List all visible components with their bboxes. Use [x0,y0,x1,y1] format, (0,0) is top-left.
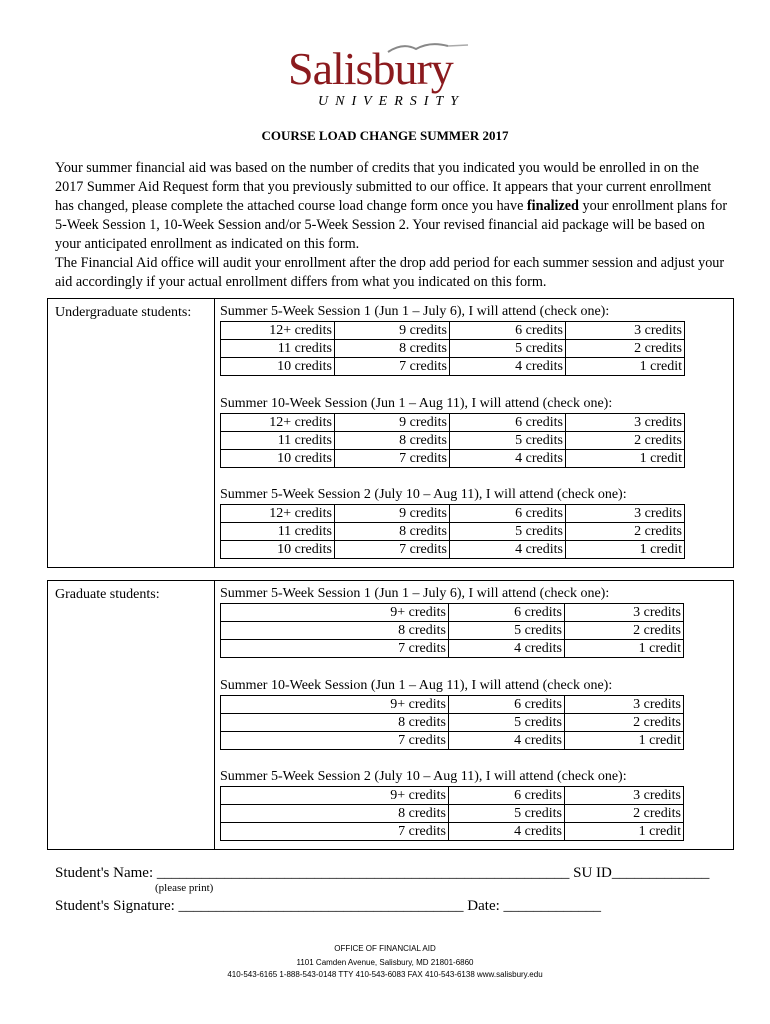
logo-wordmark: Salisbury [288,43,453,94]
section-divider [214,581,215,849]
credit-option[interactable]: 6 credits [450,414,566,432]
student-signature-field[interactable]: Student's Signature: ______________________________________ Date: _____________ [55,898,602,914]
credit-option[interactable]: 6 credits [449,787,565,805]
credit-option[interactable]: 10 credits [221,450,335,468]
table-row [221,322,685,340]
credit-option[interactable]: 9 credits [335,322,450,340]
credit-option[interactable]: 7 credits [335,541,450,559]
credit-option[interactable]: 1 credit [565,823,684,841]
table-row [221,732,684,750]
session-title: Summer 10-Week Session (Jun 1 – Aug 11), I will attend (check one): [220,678,613,693]
grad-session-3 [220,768,690,841]
credit-option[interactable]: 4 credits [449,823,565,841]
credit-option[interactable]: 5 credits [450,340,566,358]
undergraduate-section [47,298,734,568]
credit-option[interactable]: 5 credits [450,432,566,450]
credit-option[interactable]: 11 credits [221,523,335,541]
undergrad-session-3 [220,486,690,559]
credit-option[interactable]: 3 credits [565,787,684,805]
credit-option[interactable]: 3 credits [566,414,685,432]
credit-option[interactable]: 8 credits [335,432,450,450]
credit-option[interactable]: 8 credits [335,340,450,358]
table-row [221,505,685,523]
credit-option[interactable]: 5 credits [449,622,565,640]
credit-options-table [220,603,684,658]
credit-option[interactable]: 9 credits [335,414,450,432]
credit-option[interactable]: 7 credits [335,450,450,468]
credit-option[interactable]: 3 credits [566,322,685,340]
graduate-label: Graduate students: [55,587,160,602]
credit-option[interactable]: 4 credits [449,732,565,750]
session-title: Summer 5-Week Session 1 (Jun 1 – July 6), I will attend (check one): [220,304,610,319]
credit-option[interactable]: 3 credits [565,696,684,714]
credit-option[interactable]: 2 credits [565,714,684,732]
undergraduate-label: Undergraduate students: [55,305,192,320]
footer-address: 1101 Camden Avenue, Salisbury, MD 21801-6860 [296,958,474,967]
credit-option[interactable]: 1 credit [566,450,685,468]
credit-option[interactable]: 10 credits [221,541,335,559]
table-row [221,450,685,468]
credit-option[interactable]: 5 credits [449,805,565,823]
credit-option[interactable]: 6 credits [450,505,566,523]
table-row [221,696,684,714]
table-row [221,340,685,358]
credit-option[interactable]: 8 credits [221,622,449,640]
logo-subtitle: UNIVERSITY [318,94,465,109]
undergrad-session-1 [220,303,690,376]
finalized-emphasis: finalized [526,198,579,214]
credit-option[interactable]: 2 credits [565,622,684,640]
credit-option[interactable]: 1 credit [566,541,685,559]
credit-option[interactable]: 6 credits [449,696,565,714]
credit-option[interactable]: 12+ credits [221,505,335,523]
table-row [221,541,685,559]
please-print-note: (please print) [155,882,214,894]
table-row [221,414,685,432]
credit-option[interactable]: 2 credits [566,523,685,541]
table-row [221,640,684,658]
intro-paragraph-2: The Financial Aid office will audit your enrollment after the drop add period for each summer session and adjust your aid accordingly if your actual enrollment differs from what you indicated on this form. [55,255,725,290]
table-row [221,823,684,841]
credit-option[interactable]: 4 credits [450,541,566,559]
credit-option[interactable]: 9+ credits [221,696,449,714]
credit-option[interactable]: 11 credits [221,340,335,358]
section-divider [214,299,215,567]
intro-paragraph-1: Your summer financial aid was based on the number of credits that you indicated you would be enrolled in on the 2017 Summer Aid Request form that you previously submitted to our office. It appears that your current enrollment has changed, please complete the attached course load change form once you have finalized your enrollment plans for 5-Week Session 1, 10-Week Session and/or 5-Week Session 2. Your revised financial aid package will be based on your anticipated enrollment as indicated on this form. [55,160,728,252]
undergrad-session-2 [220,395,690,468]
table-row [221,358,685,376]
intro-text [55,159,730,292]
credit-option[interactable]: 8 credits [221,805,449,823]
grad-session-2 [220,677,690,750]
credit-option[interactable]: 12+ credits [221,414,335,432]
credit-option[interactable]: 12+ credits [221,322,335,340]
credit-option[interactable]: 6 credits [449,604,565,622]
credit-option[interactable]: 7 credits [335,358,450,376]
footer-office: OFFICE OF FINANCIAL AID [334,944,436,953]
credit-option[interactable]: 4 credits [450,450,566,468]
university-logo [288,40,488,114]
table-row [221,604,684,622]
credit-option[interactable]: 10 credits [221,358,335,376]
table-row [221,523,685,541]
credit-option[interactable]: 1 credit [565,732,684,750]
credit-option[interactable]: 8 credits [335,523,450,541]
table-row [221,622,684,640]
credit-option[interactable]: 9+ credits [221,604,449,622]
session-title: Summer 5-Week Session 2 (July 10 – Aug 11), I will attend (check one): [220,487,627,502]
credit-option[interactable]: 9+ credits [221,787,449,805]
credit-option[interactable]: 5 credits [450,523,566,541]
credit-option[interactable]: 1 credit [565,640,684,658]
graduate-section [47,580,734,850]
credit-option[interactable]: 4 credits [450,358,566,376]
table-row [221,805,684,823]
form-title: COURSE LOAD CHANGE SUMMER 2017 [261,128,509,143]
credit-option[interactable]: 2 credits [566,340,685,358]
credit-option[interactable]: 3 credits [565,604,684,622]
credit-options-table [220,321,685,376]
credit-option[interactable]: 4 credits [449,640,565,658]
credit-options-table [220,695,684,750]
student-name-field[interactable]: Student's Name: _______________________________________________________ SU ID_____________ [55,865,710,881]
credit-option[interactable]: 6 credits [450,322,566,340]
session-title: Summer 5-Week Session 1 (Jun 1 – July 6), I will attend (check one): [220,586,610,601]
credit-options-table [220,504,685,559]
credit-option[interactable]: 7 credits [221,823,449,841]
credit-option[interactable]: 2 credits [565,805,684,823]
grad-session-1 [220,585,690,658]
credit-option[interactable]: 2 credits [566,432,685,450]
table-row [221,432,685,450]
credit-option[interactable]: 7 credits [221,640,449,658]
session-title: Summer 10-Week Session (Jun 1 – Aug 11), I will attend (check one): [220,396,613,411]
session-title: Summer 5-Week Session 2 (July 10 – Aug 11), I will attend (check one): [220,769,627,784]
credit-option[interactable]: 3 credits [566,505,685,523]
credit-option[interactable]: 1 credit [566,358,685,376]
credit-option[interactable]: 5 credits [449,714,565,732]
credit-option[interactable]: 9 credits [335,505,450,523]
credit-option[interactable]: 11 credits [221,432,335,450]
credit-options-table [220,413,685,468]
table-row [221,787,684,805]
credit-options-table [220,786,684,841]
credit-option[interactable]: 7 credits [221,732,449,750]
credit-option[interactable]: 8 credits [221,714,449,732]
table-row [221,714,684,732]
footer-contact: 410-543-6165 1-888-543-0148 TTY 410-543-6083 FAX 410-543-6138 www.salisbury.edu [227,970,543,979]
